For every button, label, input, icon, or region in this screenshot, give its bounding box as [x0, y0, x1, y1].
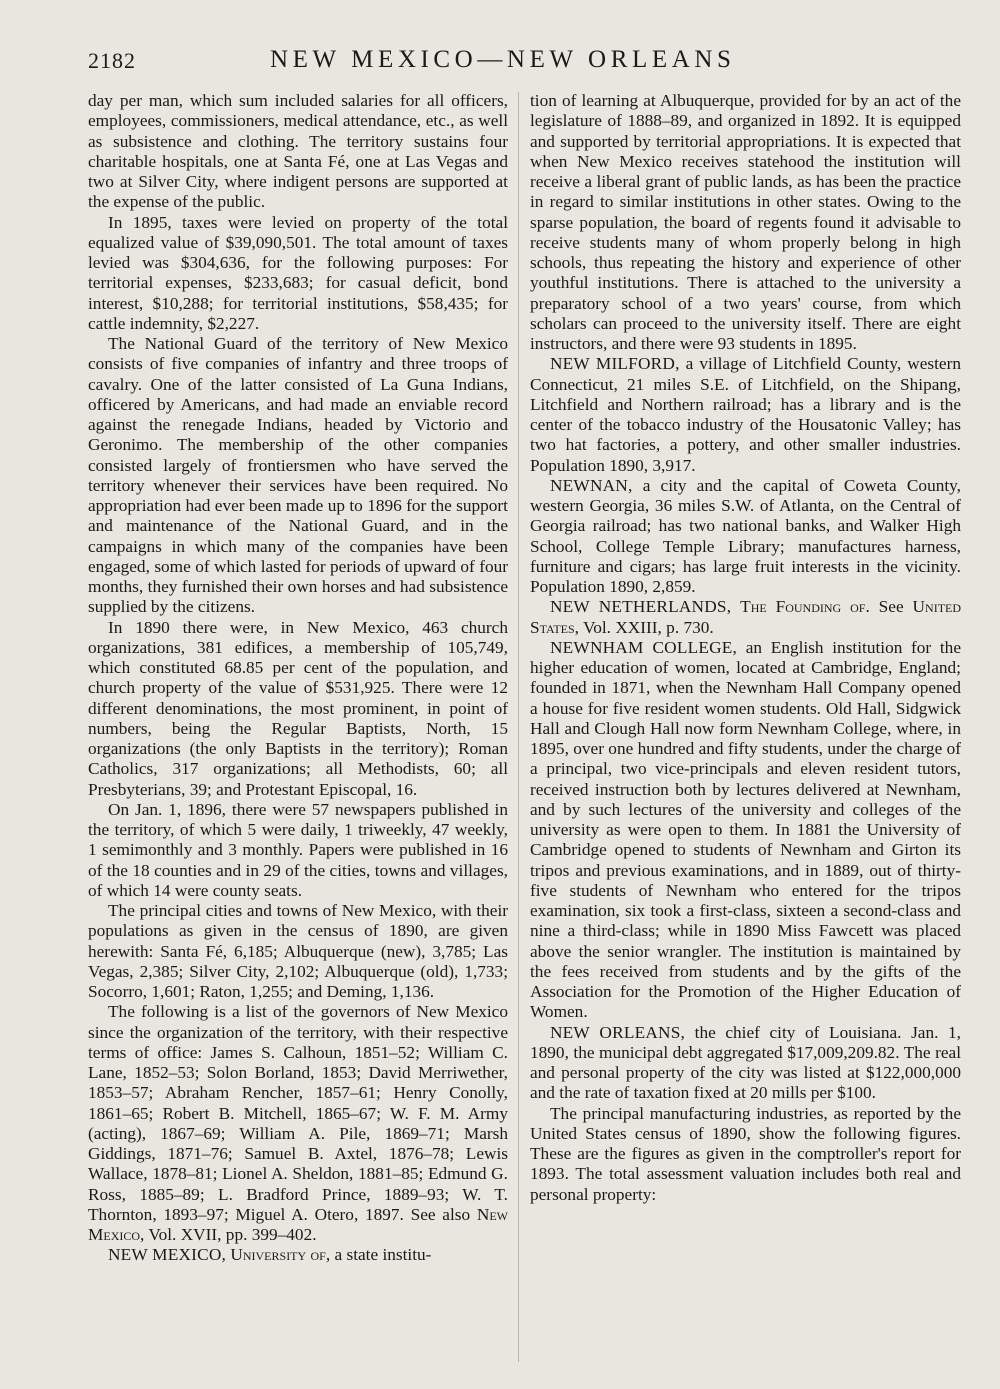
paragraph-text: , a state institu-: [325, 1245, 432, 1265]
entry-subheading: The Founding of: [740, 597, 866, 617]
entry-heading: NEWNHAM COLLEGE,: [550, 637, 738, 657]
paragraph: The principal cities and towns of New Mexico, with their populations as given in the census of 1890, are given herewith: Santa Fé, 6,185; Albuquerque (new), 3,785; Las Vegas, 2,385; Silver City, 2,102; Albuquerque (old), 1,733; Socorro, 1,601; Raton, 1,255; and Deming, 1,136.: [88, 901, 508, 1001]
paragraph: day per man, which sum included salaries for all officers, employees, commissioners, medical attendance, etc., as well as subsistence and clothing. The territory sustains four charitable hospitals, one at Santa Fé, one at Las Vegas and two at Silver City, where indigent persons are supported at the expense of the public.: [88, 91, 508, 212]
entry-heading: NEW ORLEANS,: [550, 1022, 686, 1042]
entry-paragraph: [530, 597, 961, 638]
column-divider: [518, 92, 519, 1362]
entry-paragraph: [530, 1023, 961, 1104]
running-head: NEW MEXICO—NEW ORLEANS: [270, 46, 736, 73]
paragraph: The principal manufacturing industries, as reported by the United States census of 1890, show the following figures. These are the figures as given in the comptroller's report for 1893. The total assessment valuation includes both real and personal property:: [530, 1103, 961, 1204]
paragraph: In 1890 there were, in New Mexico, 463 church organizations, 381 edifices, a membership of 105,749, which constituted 68.85 per cent of the population, and church property of the value of $531,925. There were 12 different denominations, the most prominent, in point of numbers, being the Regular Baptists, North, 15 organizations (the only Baptists in the territory); Roman Catholics, 317 organizations; all Methodists, 60; all Presbyterians, 39; and Protestant Episcopal, 16.: [88, 617, 508, 799]
paragraph-text: , Vol. XVII, pp. 399–402.: [140, 1225, 317, 1244]
cross-reference: United States: [530, 597, 962, 637]
paragraph-text: a city and the capital of Coweta County, western Georgia, 36 miles S.W. of Atlanta, on the Central of Georgia railroad; has two national banks, and Walker High School, College Temple Library; manufactures harness, furniture and cigars; has large fruit interests in the vicinity. Population 1890, 2,859.: [530, 475, 961, 596]
entry-paragraph: [530, 476, 961, 598]
paragraph-text: . See: [865, 597, 913, 617]
paragraph-text: a village of Litchfield County, western Connecticut, 21 miles S.E. of Litchfield, on the Shipang, Litchfield and Northern railroad; has a library and is the center of the tobacco industry of the Housatonic Valley; has two hat factories, a pottery, and other smaller industries. Population 1890, 3,917.: [530, 354, 961, 475]
entry-heading: NEW MEXICO,: [108, 1245, 227, 1265]
entry-heading: NEWNAN,: [550, 475, 633, 495]
cross-reference: New Mexico: [88, 1204, 508, 1244]
paragraph-text: The following is a list of the governors of New Mexico since the organization of the territory, with their respective terms of office: James S. Calhoun, 1851–52; William C. Lane, 1852–53; Solon Borland, 1853; David Merriwether, 1853–57; Abraham Rencher, 1857–61; Henry Conolly, 1861–65; Robert B. Mitchell, 1865–67; W. F. M. Army (acting), 1867–69; William A. Pile, 1869–71; Marsh Giddings, 1871–76; Samuel B. Axtel, 1876–78; Lewis Wallace, 1878–81; Lionel A. Sheldon, 1881–85; Edmund G. Ross, 1885–89; L. Bradford Prince, 1889–93; W. T. Thornton, 1893–97; Miguel A. Otero, 1897. See also: [88, 1002, 508, 1224]
page-number: 2182: [88, 48, 136, 73]
entry-subheading: University of: [230, 1245, 326, 1265]
governors-paragraph: [88, 1002, 508, 1245]
paragraph-text: an English institution for the higher education of women, located at Cambridge, England; founded in 1871, when the Newnham Hall Company opened a house for five resident women students. Old Hall, Sidgwick Hall and Clough Hall now form Newnham College, where, in 1895, over one hundred and fifty students, under the charge of a principal, two vice-principals and eleven resident tutors, received instruction both by lectures delivered at Newnham, and by such lectures of the university and colleges of the university as were open to them. In 1881 the University of Cambridge opened to students of Newnham and Girton its tripos and previous examinations, and in 1889, out of thirty-five students of Newnham who entered for the tripos examination, six took a first-class, sixteen a second-class and nine a third-class; while in 1890 Miss Fawcett was placed above the senior wrangler. The institution is maintained by the fees received from students and by the gifts of the Association for the Promotion of the Higher Education of Women.: [530, 637, 961, 1022]
paragraph: tion of learning at Albuquerque, provided for by an act of the legislature of 1888–89, and organized in 1892. It is equipped and supported by territorial appropriations. It is expected that when New Mexico receives statehood the institution will receive a liberal grant of public lands, as has been the practice in regard to similar institutions in other states. Owing to the sparse population, the board of regents found it advisable to receive students many of whom properly belong in high schools, thus repeating the history and experience of other youthful institutions. There is attached to the university a preparatory school of a two years' course, from which scholars can proceed to the university itself. There are eight instructors, and there were 93 students in 1895.: [530, 91, 961, 353]
entry-paragraph: [530, 638, 961, 1023]
left-column: [88, 91, 508, 1266]
paragraph-text: , Vol. XXIII, p. 730.: [574, 617, 714, 637]
paragraph: On Jan. 1, 1896, there were 57 newspapers published in the territory, of which 5 were daily, 1 triweekly, 47 weekly, 1 semimonthly and 3 monthly. Papers were published in 16 of the 18 counties and in 29 of the cities, towns and villages, of which 14 were county seats.: [88, 799, 508, 900]
entry-heading: NEW MILFORD,: [550, 354, 680, 374]
entry-heading: NEW NETHERLANDS,: [550, 597, 732, 617]
entry-paragraph: [530, 354, 961, 476]
paragraph: In 1895, taxes were levied on property of the total equalized value of $39,090,501. The total amount of taxes levied was $304,636, for the following purposes: For territorial expenses, $233,683; for casual deficit, bond interest, $10,288; for territorial institutions, $58,435; for cattle indemnity, $2,227.: [88, 212, 508, 333]
paragraph: The National Guard of the territory of New Mexico consists of five companies of infantry and three troops of cavalry. One of the latter consisted of La Guna Indians, officered by Americans, and had made an enviable record against the renegade Indians, headed by Victorio and Geronimo. The membership of the other companies consisted largely of frontiersmen who have served the territory whenever their services have been required. No appropriation had ever been made up to 1896 for the support and maintenance of the National Guard, and in the campaigns in which many of the companies have been engaged, some of which lasted for periods of upward of four months, they furnished their own horses and had subsistence supplied by the citizens.: [88, 334, 508, 617]
paragraph-text: the chief city of Louisiana. Jan. 1, 1890, the municipal debt aggregated $17,009,209.82. The real and personal property of the city was listed at $122,000,000 and the rate of taxation fixed at 20 mills per $100.: [530, 1022, 961, 1103]
entry-paragraph: [88, 1245, 508, 1265]
page-header: [0, 44, 1000, 84]
right-column: [530, 91, 961, 1205]
